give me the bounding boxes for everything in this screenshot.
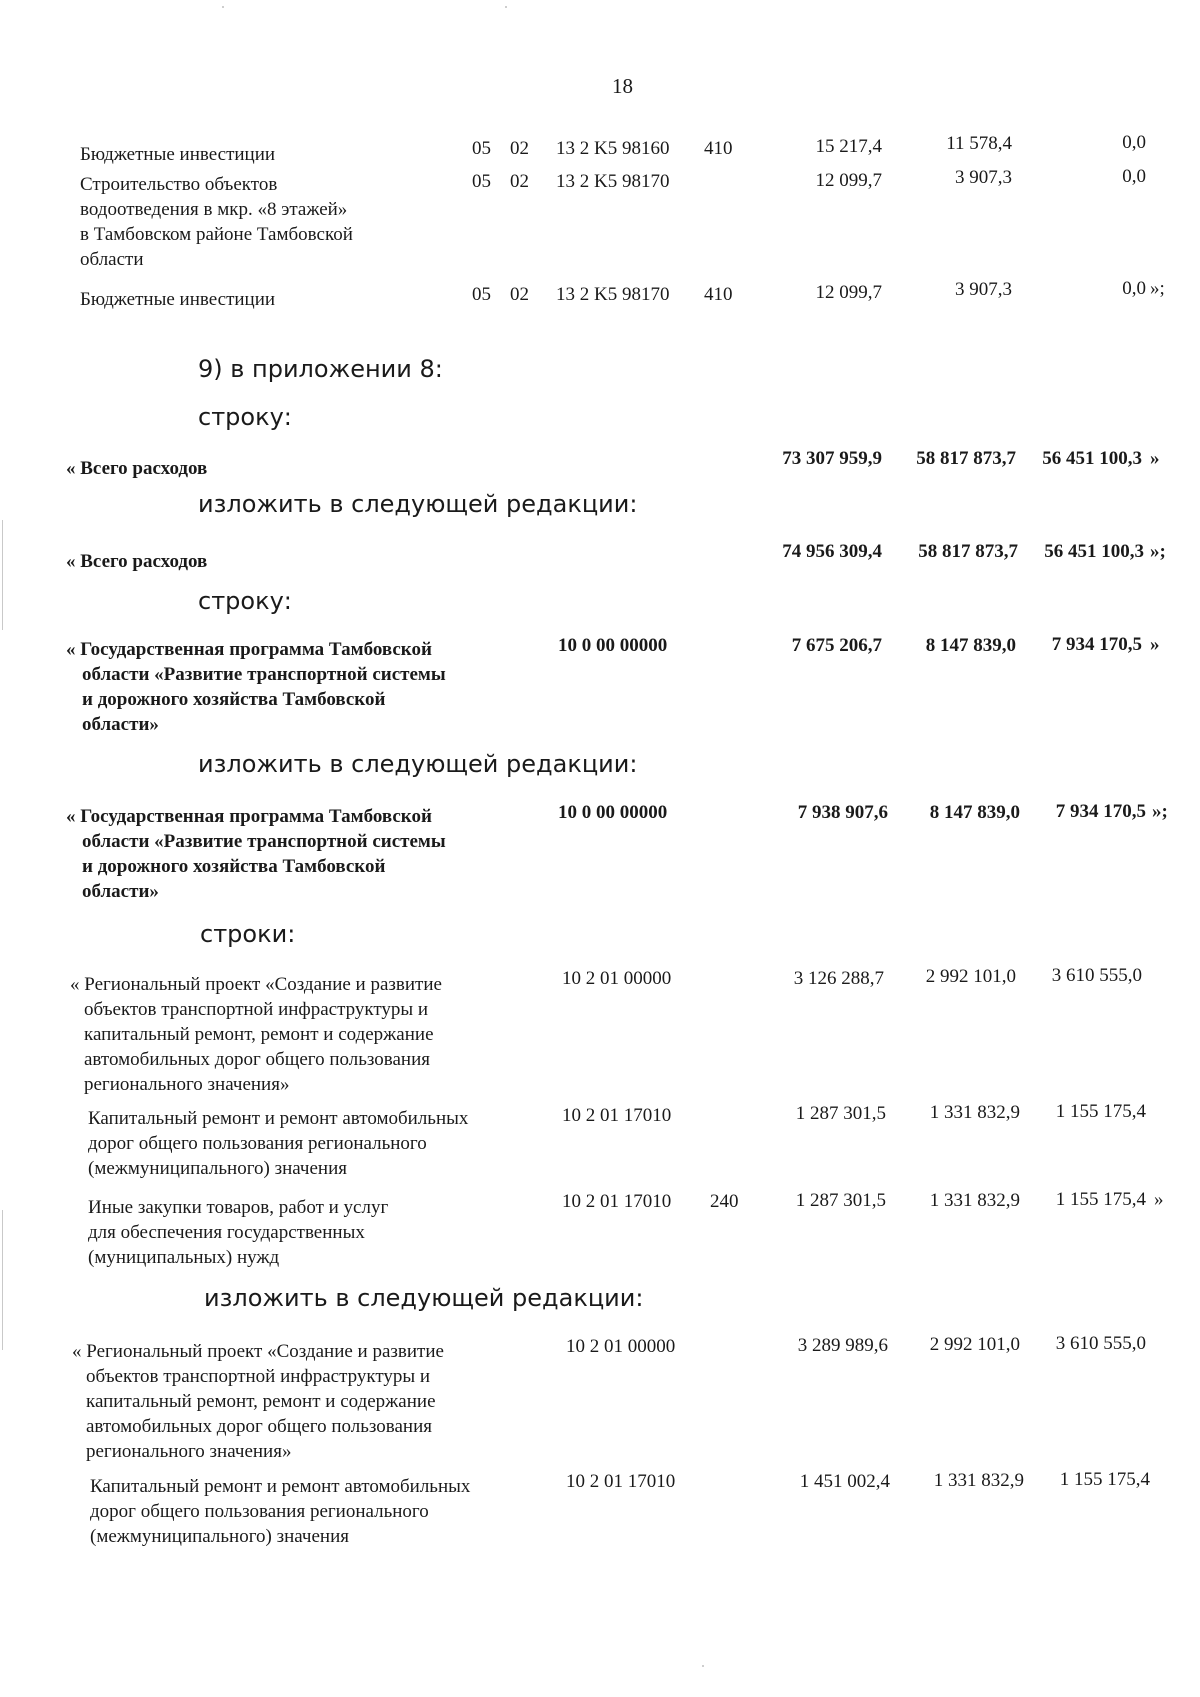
row-value-2: 1 331 832,9 xyxy=(929,1102,1020,1123)
row-rz: 05 xyxy=(472,284,491,305)
row-rz: 05 xyxy=(472,138,491,159)
row-value-1: 73 307 959,9 xyxy=(782,448,882,469)
instruction-replace: изложить в следующей редакции: xyxy=(204,1284,644,1312)
row-pr: 02 xyxy=(510,171,529,192)
row-value-1: 1 287 301,5 xyxy=(795,1103,886,1124)
scan-edge-mark xyxy=(2,1210,3,1350)
row-value-1: 12 099,7 xyxy=(815,282,882,303)
row-value-2: 2 992 101,0 xyxy=(929,1334,1020,1355)
scan-speck xyxy=(702,1665,704,1667)
scan-speck xyxy=(222,6,224,8)
row-closing-quote: » xyxy=(1150,634,1160,655)
row-name: Строительство объектов водоотведения в мкр. «8 этажей» в Тамбовском районе Тамбовской области xyxy=(80,174,353,270)
row-csr: 10 0 00 00000 xyxy=(558,802,668,823)
row-vr: 410 xyxy=(704,284,733,305)
instruction-replace: изложить в следующей редакции: xyxy=(198,750,638,778)
annex-heading: 9) в приложении 8: xyxy=(198,355,443,383)
row-value-2: 3 907,3 xyxy=(955,167,1012,188)
row-name: Капитальный ремонт и ремонт автомобильных дорог общего пользования регионального (межмуниципального) значения xyxy=(88,1108,469,1179)
row-value-2: 1 331 832,9 xyxy=(933,1470,1024,1491)
row-name: « Государственная программа Тамбовской области «Развитие транспортной системы и дорожного хозяйства Тамбовской области» xyxy=(66,806,446,902)
page-number: 18 xyxy=(612,74,633,98)
row-closing-quote: »; xyxy=(1150,278,1165,299)
row-value-3: 0,0 xyxy=(1122,166,1146,187)
row-closing-quote: » xyxy=(1154,1189,1164,1210)
row-name: « Региональный проект «Создание и развитие объектов транспортной инфраструктуры и капитальный ремонт, ремонт и содержание автомобильных дорог общего пользования регионального значения» xyxy=(72,1341,444,1462)
row-value-3: 7 934 170,5 xyxy=(1055,801,1146,822)
row-closing-quote: »; xyxy=(1150,541,1166,562)
row-rz: 05 xyxy=(472,171,491,192)
row-value-3: 56 451 100,3 xyxy=(1042,448,1142,469)
row-csr: 10 2 01 17010 xyxy=(562,1191,672,1212)
row-value-2: 1 331 832,9 xyxy=(929,1190,1020,1211)
row-value-3: 56 451 100,3 xyxy=(1044,541,1144,562)
row-value-2: 3 907,3 xyxy=(955,279,1012,300)
row-value-1: 1 451 002,4 xyxy=(799,1471,890,1492)
row-value-3: 1 155 175,4 xyxy=(1059,1469,1150,1490)
row-csr: 10 2 01 00000 xyxy=(566,1336,676,1357)
row-csr: 13 2 K5 98160 xyxy=(556,138,670,159)
row-name: Бюджетные инвестиции xyxy=(80,144,276,165)
instruction-replace: изложить в следующей редакции: xyxy=(198,490,638,518)
row-csr: 10 2 01 00000 xyxy=(562,968,672,989)
row-csr: 10 0 00 00000 xyxy=(558,635,668,656)
row-closing-quote: »; xyxy=(1152,801,1168,822)
row-csr: 10 2 01 17010 xyxy=(566,1471,676,1492)
row-value-2: 8 147 839,0 xyxy=(929,802,1020,823)
row-value-1: 7 675 206,7 xyxy=(791,635,882,656)
row-value-1: 7 938 907,6 xyxy=(797,802,888,823)
row-name: Иные закупки товаров, работ и услуг для обеспечения государственных (муниципальных) нужд xyxy=(88,1197,389,1268)
row-value-1: 3 289 989,6 xyxy=(797,1335,888,1356)
row-name: « Государственная программа Тамбовской области «Развитие транспортной системы и дорожного хозяйства Тамбовской области» xyxy=(66,639,446,735)
row-name: « Всего расходов xyxy=(66,551,208,572)
row-value-3: 1 155 175,4 xyxy=(1055,1101,1146,1122)
row-csr: 13 2 K5 98170 xyxy=(556,284,670,305)
row-pr: 02 xyxy=(510,284,529,305)
row-name: Бюджетные инвестиции xyxy=(80,289,276,310)
row-value-2: 2 992 101,0 xyxy=(925,966,1016,987)
row-value-1: 1 287 301,5 xyxy=(795,1190,886,1211)
row-value-3: 1 155 175,4 xyxy=(1055,1189,1146,1210)
row-value-1: 12 099,7 xyxy=(815,170,882,191)
scan-edge-mark xyxy=(2,520,3,630)
row-pr: 02 xyxy=(510,138,529,159)
row-value-2: 58 817 873,7 xyxy=(918,541,1018,562)
row-name: « Всего расходов xyxy=(66,458,208,479)
instruction-rows: строки: xyxy=(200,920,296,948)
row-closing-quote: » xyxy=(1150,448,1160,469)
row-vr: 240 xyxy=(710,1191,739,1212)
row-name: « Региональный проект «Создание и развитие объектов транспортной инфраструктуры и капитальный ремонт, ремонт и содержание автомобильных дорог общего пользования регионального значения» xyxy=(70,974,442,1095)
row-value-1: 3 126 288,7 xyxy=(793,968,884,989)
row-csr: 13 2 K5 98170 xyxy=(556,171,670,192)
row-value-3: 0,0 xyxy=(1122,278,1146,299)
row-csr: 10 2 01 17010 xyxy=(562,1105,672,1126)
row-value-1: 15 217,4 xyxy=(815,136,882,157)
row-vr: 410 xyxy=(704,138,733,159)
row-value-1: 74 956 309,4 xyxy=(782,541,882,562)
row-value-3: 7 934 170,5 xyxy=(1051,634,1142,655)
scan-speck xyxy=(505,6,507,8)
instruction-row: строку: xyxy=(198,403,292,431)
instruction-row: строку: xyxy=(198,587,292,615)
row-value-2: 8 147 839,0 xyxy=(925,635,1016,656)
row-value-2: 58 817 873,7 xyxy=(916,448,1016,469)
row-value-3: 3 610 555,0 xyxy=(1051,965,1142,986)
row-name: Капитальный ремонт и ремонт автомобильных дорог общего пользования регионального (межмуниципального) значения xyxy=(90,1476,471,1547)
row-value-3: 0,0 xyxy=(1122,132,1146,153)
row-value-2: 11 578,4 xyxy=(946,133,1012,154)
row-value-3: 3 610 555,0 xyxy=(1055,1333,1146,1354)
